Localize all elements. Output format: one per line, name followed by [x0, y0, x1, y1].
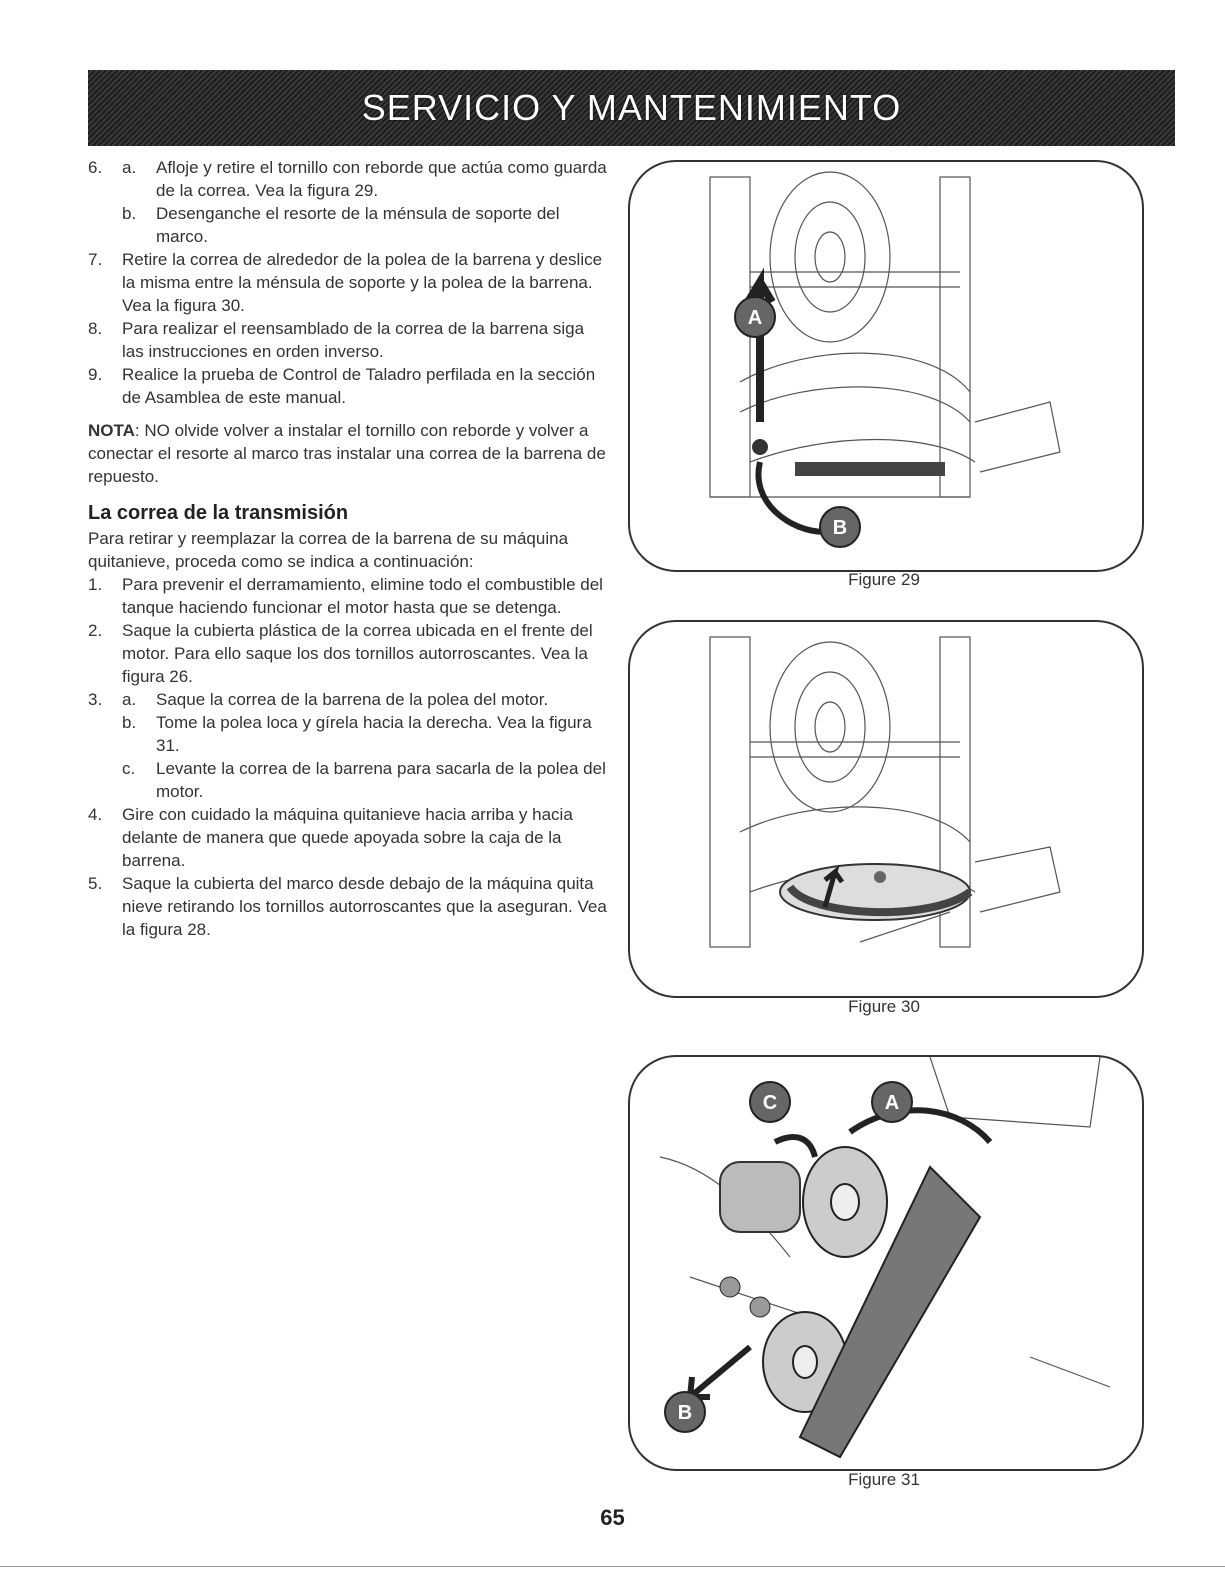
label-b-icon [665, 1392, 705, 1432]
step-number: 9. [88, 365, 103, 384]
step-number: 7. [88, 250, 103, 269]
svg-text:A: A [884, 1092, 900, 1114]
list-item [88, 248, 608, 317]
step-number: 1. [88, 575, 103, 594]
section-heading: La correa de la transmisión [88, 502, 349, 524]
svg-text:B: B [832, 517, 848, 539]
list-item [88, 803, 608, 872]
list-item [88, 757, 608, 803]
label-a-icon [735, 297, 775, 337]
note-label: NOTA [88, 421, 135, 440]
page-title: SERVICIO Y MANTENIMIENTO [361, 87, 902, 128]
figure-31 [628, 1055, 1144, 1471]
label-b-icon [820, 507, 860, 547]
step-text: Realice la prueba de Control de Taladro perfilada en la sección de Asamblea de este manual. [122, 365, 596, 407]
list-item [88, 202, 608, 248]
section-intro: Para retirar y reemplazar la correa de la barrena de su máquina quitanieve, proceda como se indica a continuación: [88, 529, 569, 571]
step-text: Retire la correa de alrededor de la polea de la barrena y deslice la misma entre la ménsula de soporte y la polea de la barrena. Vea la figura 30. [122, 250, 603, 315]
step-number: 5. [88, 874, 103, 893]
step-text: Desenganche el resorte de la ménsula de soporte del marco. [156, 204, 560, 246]
figure-29-caption: Figure 29 [848, 570, 920, 589]
list-item [88, 619, 608, 688]
step-number [88, 202, 122, 248]
step-text: Para realizar el reensamblado de la correa de la barrena siga las instrucciones en orden inverso. [122, 319, 585, 361]
step-number [88, 711, 122, 757]
list-item [88, 156, 608, 202]
list-item [88, 872, 608, 941]
svg-text:C: C [762, 1092, 778, 1114]
step-letter: c. [122, 759, 136, 778]
svg-text:B: B [677, 1402, 693, 1424]
figure-31-illustration [630, 1057, 1142, 1469]
step-text: Gire con cuidado la máquina quitanieve hacia arriba y hacia delante de manera que quede apoyada sobre la caja de la barrena. [122, 805, 573, 870]
spring-icon [795, 462, 945, 476]
step-text: Afloje y retire el tornillo con reborde que actúa como guarda de la correa. Vea la figura 29. [156, 158, 607, 200]
step-text: Para prevenir el derramamiento, elimine todo el combustible del tanque haciendo funcionar el motor hasta que se detenga. [122, 575, 603, 617]
figure-30-illustration [630, 622, 1142, 996]
arrow-curve-a-icon [850, 1110, 990, 1142]
figure-30 [628, 620, 1144, 998]
figure-29 [628, 160, 1144, 572]
arrow-down-left-icon [690, 1347, 750, 1397]
step-text: Saque la cubierta del marco desde debajo de la máquina quita nieve retirando los tornillos autorroscantes que la aseguran. Vea la figura 28. [122, 874, 607, 939]
step-number: 2. [88, 621, 103, 640]
step-number: 4. [88, 805, 103, 824]
list-item [88, 573, 608, 619]
header-banner [88, 70, 1175, 146]
step-text: Saque la correa de la barrena de la polea del motor. [156, 690, 549, 709]
list-item [88, 711, 608, 757]
step-letter: a. [122, 158, 137, 177]
step-number: 8. [88, 319, 103, 338]
step-letter: b. [122, 713, 137, 732]
note-paragraph [88, 419, 608, 488]
label-a-icon [872, 1082, 912, 1122]
step-text: Saque la cubierta plástica de la correa ubicada en el frente del motor. Para ello saque los dos tornillos autorroscantes. Vea la figura 26. [122, 621, 593, 686]
svg-text:A: A [747, 307, 763, 329]
step-number: 6. [88, 158, 103, 177]
figure-29-illustration [630, 162, 1142, 570]
step-letter: b. [122, 204, 137, 223]
step-number: 3. [88, 690, 103, 709]
step-number [88, 757, 122, 803]
step-letter: a. [122, 690, 137, 709]
page-bottom-divider [0, 1566, 1225, 1567]
arrow-curve-c-icon [775, 1137, 815, 1157]
instructions-column [88, 156, 608, 941]
label-c-icon [750, 1082, 790, 1122]
page-number: 65 [600, 1505, 625, 1530]
list-item [88, 688, 608, 711]
list-item [88, 317, 608, 363]
step-text: Levante la correa de la barrena para sacarla de la polea del motor. [156, 759, 606, 801]
step-text: Tome la polea loca y gírela hacia la derecha. Vea la figura 31. [156, 713, 592, 755]
figure-30-caption: Figure 30 [848, 997, 920, 1016]
list-item [88, 363, 608, 409]
figure-31-caption: Figure 31 [848, 1470, 920, 1489]
note-text: : NO olvide volver a instalar el tornillo con reborde y volver a conectar el resorte al marco tras instalar una correa de la barrena de repuesto. [88, 421, 606, 486]
